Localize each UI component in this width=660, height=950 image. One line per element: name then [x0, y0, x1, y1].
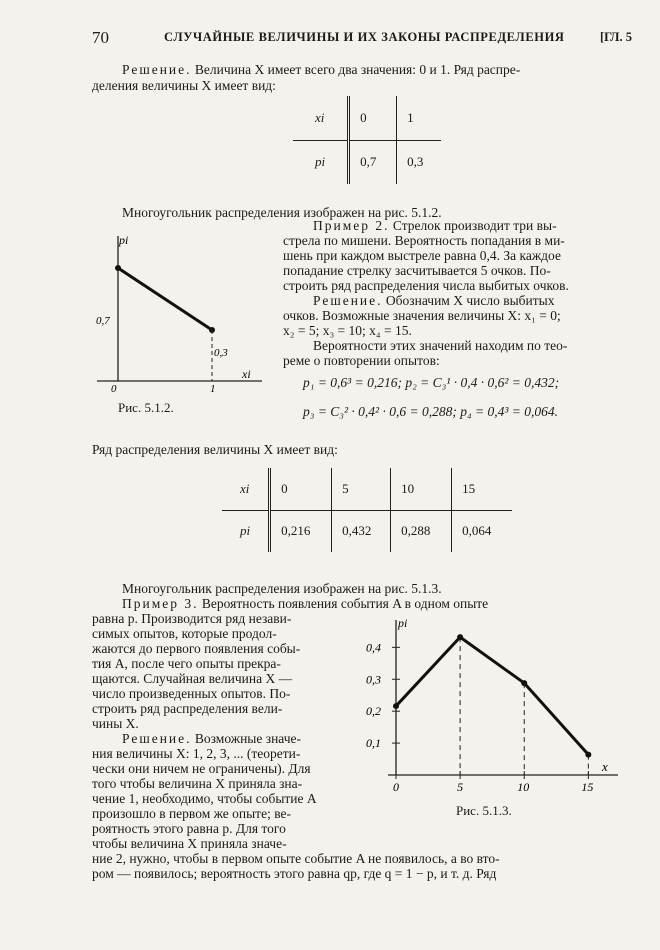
x-tick-label: 5 — [457, 780, 464, 794]
example3-line: чины X. — [92, 716, 139, 731]
chapter-title: СЛУЧАЙНЫЕ ВЕЛИЧИНЫ И ИХ ЗАКОНЫ РАСПРЕДЕЛЕНИЯ — [164, 30, 565, 44]
x-tick-label: 10 — [517, 780, 530, 794]
example3-title: Пример 3. — [122, 596, 199, 611]
table2-x-cell: 10 — [391, 468, 452, 510]
formula-2: p₃ = C₃² · 0,4² · 0,6 = 0,288; p₄ = 0,4³ = 0,064. — [303, 404, 559, 419]
example3-line: равна p. Производится ряд незави- — [92, 611, 292, 626]
example2-line: шень при каждом выстреле равна 0,4. За каждое — [283, 248, 561, 263]
example2-prob-line: Вероятности этих значений находим по тео- — [313, 338, 568, 353]
x-axis-label: xi — [242, 367, 251, 381]
polygon1-caption-line: Многоугольник распределения изображен на рис. 5.1.2. — [122, 205, 442, 220]
label-03: 0,3 — [214, 347, 228, 359]
example3-first-line — [122, 596, 488, 611]
table1-x-cell: 1 — [407, 109, 414, 125]
example2-solution-line: x₂ = 5; x₃ = 10; x₄ = 15. — [283, 323, 412, 338]
y-tick-label: 0,4 — [366, 640, 381, 655]
example2-line: стрела по мишени. Вероятность попадания в ми- — [283, 233, 565, 248]
example3-line: щаются. Случайная величина X — — [92, 671, 293, 686]
label-1: 1 — [210, 383, 216, 395]
point-0 — [115, 265, 121, 271]
table2-x-cell: 15 — [462, 480, 476, 496]
example3-solution-line: того чтобы величина X приняла зна- — [92, 776, 303, 791]
series-line — [396, 637, 588, 754]
polygon-segment — [118, 268, 212, 330]
table2-p-cell: 0,064 — [462, 523, 492, 539]
example2-solution-rest: Обозначим X число выбитых — [385, 293, 555, 308]
table1-x-label: xi — [293, 96, 349, 140]
example3-solution-first-rest: Возможные значе- — [194, 731, 302, 746]
example2-line: строить ряд распределения числа выбитых очков. — [283, 278, 569, 293]
example3-first-rest: Вероятность появления события A в одном опыте — [201, 596, 489, 611]
solution-word: Решение. — [122, 731, 192, 746]
table2-p-cell: 0,432 — [332, 510, 391, 552]
page-number: 70 — [92, 28, 109, 47]
distribution-table-1 — [293, 96, 441, 184]
y-tick-label: 0,1 — [366, 736, 381, 751]
label-0: 0 — [111, 383, 117, 395]
example2-solution-line: очков. Возможные значения величины X: x₁ = 0; — [283, 308, 561, 323]
y-axis-label: pi — [119, 233, 129, 247]
data-point — [393, 703, 399, 709]
table2-p-label: pi — [222, 510, 270, 552]
figure-5-1-3-chart — [362, 618, 622, 803]
example3-solution-line: чтобы величина X приняла значе- — [92, 836, 287, 851]
table1-p-cell: 0,3 — [407, 154, 424, 170]
example3-solution-line: чение 1, необходимо, чтобы событие A — [92, 791, 317, 806]
example3-line: симых опытов, которые продол- — [92, 626, 277, 641]
example3-full-line: ние 2, нужно, чтобы в первом опыте событие A не появилось, а во вто- — [92, 851, 500, 866]
table2-x-cell: 0 — [270, 468, 332, 510]
figure-5-1-3-caption: Рис. 5.1.3. — [456, 803, 512, 818]
solution1-line1 — [122, 62, 520, 77]
section-marker: [ГЛ. 5 — [599, 30, 632, 44]
example2-title: Пример 2. — [313, 218, 390, 233]
table2-x-label: xi — [222, 468, 270, 510]
solution-word: Решение. — [122, 62, 192, 77]
example3-full-line: ром — появилось; вероятность этого равна qp, где q = 1 − p, и т. д. Ряд — [92, 866, 497, 881]
table1-x-cell: 0 — [349, 96, 397, 140]
solution1-text: Величина X имеет всего два значения: 0 и 1. Ряд распре- — [194, 62, 521, 77]
polygon2-caption-line: Многоугольник распределения изображен на рис. 5.1.3. — [122, 581, 442, 596]
example3-line: тия A, после чего опыты прекра- — [92, 656, 281, 671]
figure-5-1-2-caption: Рис. 5.1.2. — [118, 400, 174, 415]
example3-solution-line: ния величины X: 1, 2, 3, ... (теорети- — [92, 746, 301, 761]
example3-line: число произведенных опытов. По- — [92, 686, 291, 701]
example3-line: жаются до первого появления собы- — [92, 641, 301, 656]
table2-p-cell: 0,288 — [391, 510, 452, 552]
data-point — [457, 634, 463, 640]
x-axis-label: x — [602, 759, 608, 774]
example2-first-line — [313, 218, 557, 233]
example3-solution-line: чески они ничем не ограничены). Для — [92, 761, 311, 776]
label-07: 0,7 — [96, 315, 110, 327]
table2-x-cell: 5 — [332, 468, 391, 510]
series2-line: Ряд распределения величины X имеет вид: — [92, 442, 338, 457]
figure-5-1-2 — [92, 226, 272, 396]
example3-solution-first — [122, 731, 301, 746]
data-point — [521, 680, 527, 686]
table1-p-label: pi — [293, 140, 349, 184]
example3-solution-line: роятность этого равна p. Для того — [92, 821, 286, 836]
formula-1: p₁ = 0,6³ = 0,216; p₂ = C₃¹ · 0,4 · 0,6² = 0,432; — [303, 375, 560, 390]
example2-line: попадание стрелку засчитывается 5 очков. По- — [283, 263, 551, 278]
example2-prob-line: реме о повторении опытов: — [283, 353, 440, 368]
solution-word: Решение. — [313, 293, 383, 308]
y-tick-label: 0,2 — [366, 704, 381, 719]
data-point — [585, 752, 591, 758]
distribution-table-2 — [222, 468, 512, 552]
example3-line: строить ряд распределения вели- — [92, 701, 283, 716]
x-tick-label: 0 — [393, 780, 399, 794]
table1-p-cell: 0,7 — [349, 140, 397, 184]
solution1-line2: деления величины X имеет вид: — [92, 78, 276, 93]
example2-solution-line — [313, 293, 554, 308]
x-tick-label: 15 — [581, 780, 594, 794]
y-tick-label: 0,3 — [366, 672, 381, 687]
y-axis-label: pi — [398, 618, 408, 630]
example3-solution-line: произошло в первом же опыте; ве- — [92, 806, 291, 821]
example2-first-rest: Стрелок производит три вы- — [392, 218, 557, 233]
table2-p-cell: 0,216 — [270, 510, 332, 552]
